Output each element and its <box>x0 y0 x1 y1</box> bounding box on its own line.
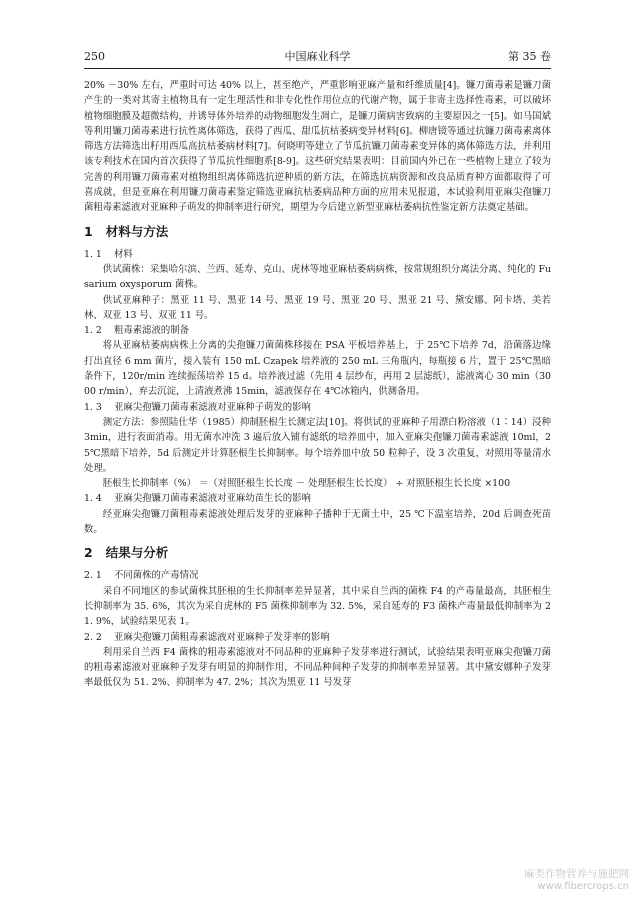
watermark-url: www.fibercrops.cn <box>537 881 629 892</box>
subsection-title: 亚麻尖孢镰刀菌粗毒素滤液对亚麻种子发芽率的影响 <box>114 631 330 643</box>
subsection-number: 1. 2 <box>84 325 102 337</box>
paragraph-toxin-production: 采自不同地区的参试菌株其胚根的生长抑制率差异显著，其中采自兰西的菌株 F4 的产毒量最高，其胚根生长抑制率为 35. 6%，其次为采自虎林的 F5 菌株抑制率为 32. 5%，采自延寿的 F3 菌株产毒量最低抑制率为 21. 9%，试验结果见表 1。 <box>84 585 551 628</box>
watermark-text: 麻类作物营养与施肥网 <box>524 868 629 880</box>
section-number: 2 <box>84 545 93 561</box>
subsection-heading-2-1 <box>84 568 551 583</box>
paragraph-seeds: 供试亚麻种子：黑亚 11 号、黑亚 14 号、黑亚 19 号、黑亚 20 号、黑亚 21 号、黛安娜、阿卡塔、美若林、双亚 13 号、双亚 11 号。 <box>84 294 551 321</box>
article-body <box>84 78 551 691</box>
subsection-title: 亚麻尖孢镰刀菌毒素滤液对亚麻种子萌发的影响 <box>114 401 311 413</box>
subsection-number: 2. 1 <box>84 570 102 582</box>
paragraph-germination-results: 利用采自兰西 F4 菌株的粗毒素滤液对不同品种的亚麻种子发芽率进行测试，试验结果表明亚麻尖孢镰刀菌的粗毒素滤液对亚麻种子发芽有明显的抑制作用，不同品种间种子发芽的抑制率差异显著。其中黛安娜种子发芽率最低仅为 51. 2%、抑制率为 47. 2%；其次为黑亚 11 号发芽 <box>84 646 551 689</box>
subsection-title: 亚麻尖孢镰刀菌毒素滤液对亚麻幼苗生长的影响 <box>114 493 311 505</box>
subsection-number: 2. 2 <box>84 631 102 643</box>
subsection-heading-1-3 <box>84 400 551 415</box>
section-heading-1 <box>84 224 551 240</box>
subsection-heading-1-2 <box>84 323 551 338</box>
subsection-number: 1. 1 <box>84 248 102 260</box>
subsection-heading-2-2 <box>84 630 551 645</box>
section-number: 1 <box>84 223 93 239</box>
paragraph-toxin-preparation: 将从亚麻枯萎病病株上分离的尖孢镰刀菌菌株移接在 PSA 平板培养基上，于 25℃下培养 7d，沿菌落边缘打出直径 6 mm 菌片，接入装有 150 mL Czapek 培养液的 250 mL 三角瓶内，每瓶接 6 片，置于 25℃黑暗条件下，120r/min 连续振荡培养 15 d。培养液过滤（先用 4 层纱布，再用 2 层滤纸），滤液离心 30 min（3000 r/min），弃去沉淀，上清液煮沸 15min，滤液保存在 4℃冰箱内，供测备用。 <box>84 340 551 398</box>
subsection-heading-1-1 <box>84 247 551 262</box>
volume-label: 第 35 卷 <box>508 50 551 63</box>
paragraph-seedling-method: 经亚麻尖孢镰刀菌粗毒素滤液处理后发芽的亚麻种子播种于无菌土中，25 ℃下温室培养，20d 后调查死苗数。 <box>84 508 551 536</box>
subsection-title: 粗毒素滤液的制备 <box>114 325 190 337</box>
running-header <box>84 46 551 69</box>
paragraph-germination-method: 测定方法：参照陆仕华（1985）抑制胚根生长测定法[10]。将供试的亚麻种子用漂白粉溶液（1∶14）浸种 3min，进行表面消毒。用无菌水冲洗 3 遍后放入铺有滤纸的培养皿中，加入亚麻尖孢镰刀菌毒素滤液 10ml，25℃黑暗下培养，5d 后测定并计算胚根生长抑制率。每个培养皿中放 50 粒种子，设 3 次重复，对照用等量清水处理。 <box>84 416 551 474</box>
inhibition-formula: 胚根生长抑制率（%） ＝（对照胚根生长长度 － 处理胚根生长长度） ÷ 对照胚根生长长度 ×100 <box>102 478 511 490</box>
site-watermark <box>524 868 629 893</box>
subsection-number: 1. 3 <box>84 401 102 413</box>
subsection-title: 不同菌株的产毒情况 <box>114 570 199 582</box>
intro-paragraph: 20% －30% 左右，严重时可达 40% 以上，甚至绝产，严重影响亚麻产量和纤维质量[4]。镰刀菌毒素是镰刀菌产生的一类对其寄主植物具有一定生理活性和非专化性作用位点的代谢产物，属于非寄主选择性毒素，可以破坏植物细胞膜及超微结构，并诱导体外培养的动物细胞发生凋亡，是镰刀菌病害致病的主要原因之一[5]。如马国斌等利用镰刀菌毒素进行抗性离体筛选，获得了西瓜、甜瓜抗枯萎病变异材料[6]。柳唐镜等通过抗镰刀菌毒素离体筛选方法筛选出籽用西瓜高抗枯萎病材料[7]。何晓明等建立了节瓜抗镰刀菌毒素变异体的离体筛选方法，并利用该专利技术在国内首次获得了节瓜抗性细胞系[8-9]。这些研究结果表明：目前国内外已在一些植物上建立了较为完善的利用镰刀菌毒素对植物组织离体筛选抗逆种质的新方法，在筛选抗病资源和改良品质育种方面都取得了可喜成就，但是亚麻在利用镰刀菌毒素鉴定筛选亚麻抗枯萎病品种方面的应用未见报道，本试验利用亚麻尖孢镰刀菌粗毒素滤液对亚麻种子萌发的抑制率进行研究，期望为今后建立新型亚麻枯萎病抗性鉴定新方法奠定基础。 <box>84 80 551 214</box>
section-title: 材料与方法 <box>105 223 169 239</box>
section-heading-2 <box>84 545 551 561</box>
subsection-title: 材料 <box>114 248 133 260</box>
journal-title: 中国麻业科学 <box>284 50 351 63</box>
subsection-number: 1. 4 <box>84 493 102 505</box>
section-title: 结果与分析 <box>105 545 169 561</box>
paragraph-strains: 供试菌株：采集哈尔滨、兰西、延寿、克山、虎林等地亚麻枯萎病病株，按常规组织分离法分离、纯化的 Fusarium oxysporum 菌株。 <box>84 263 551 291</box>
page-number: 250 <box>84 50 105 63</box>
subsection-heading-1-4 <box>84 491 551 506</box>
